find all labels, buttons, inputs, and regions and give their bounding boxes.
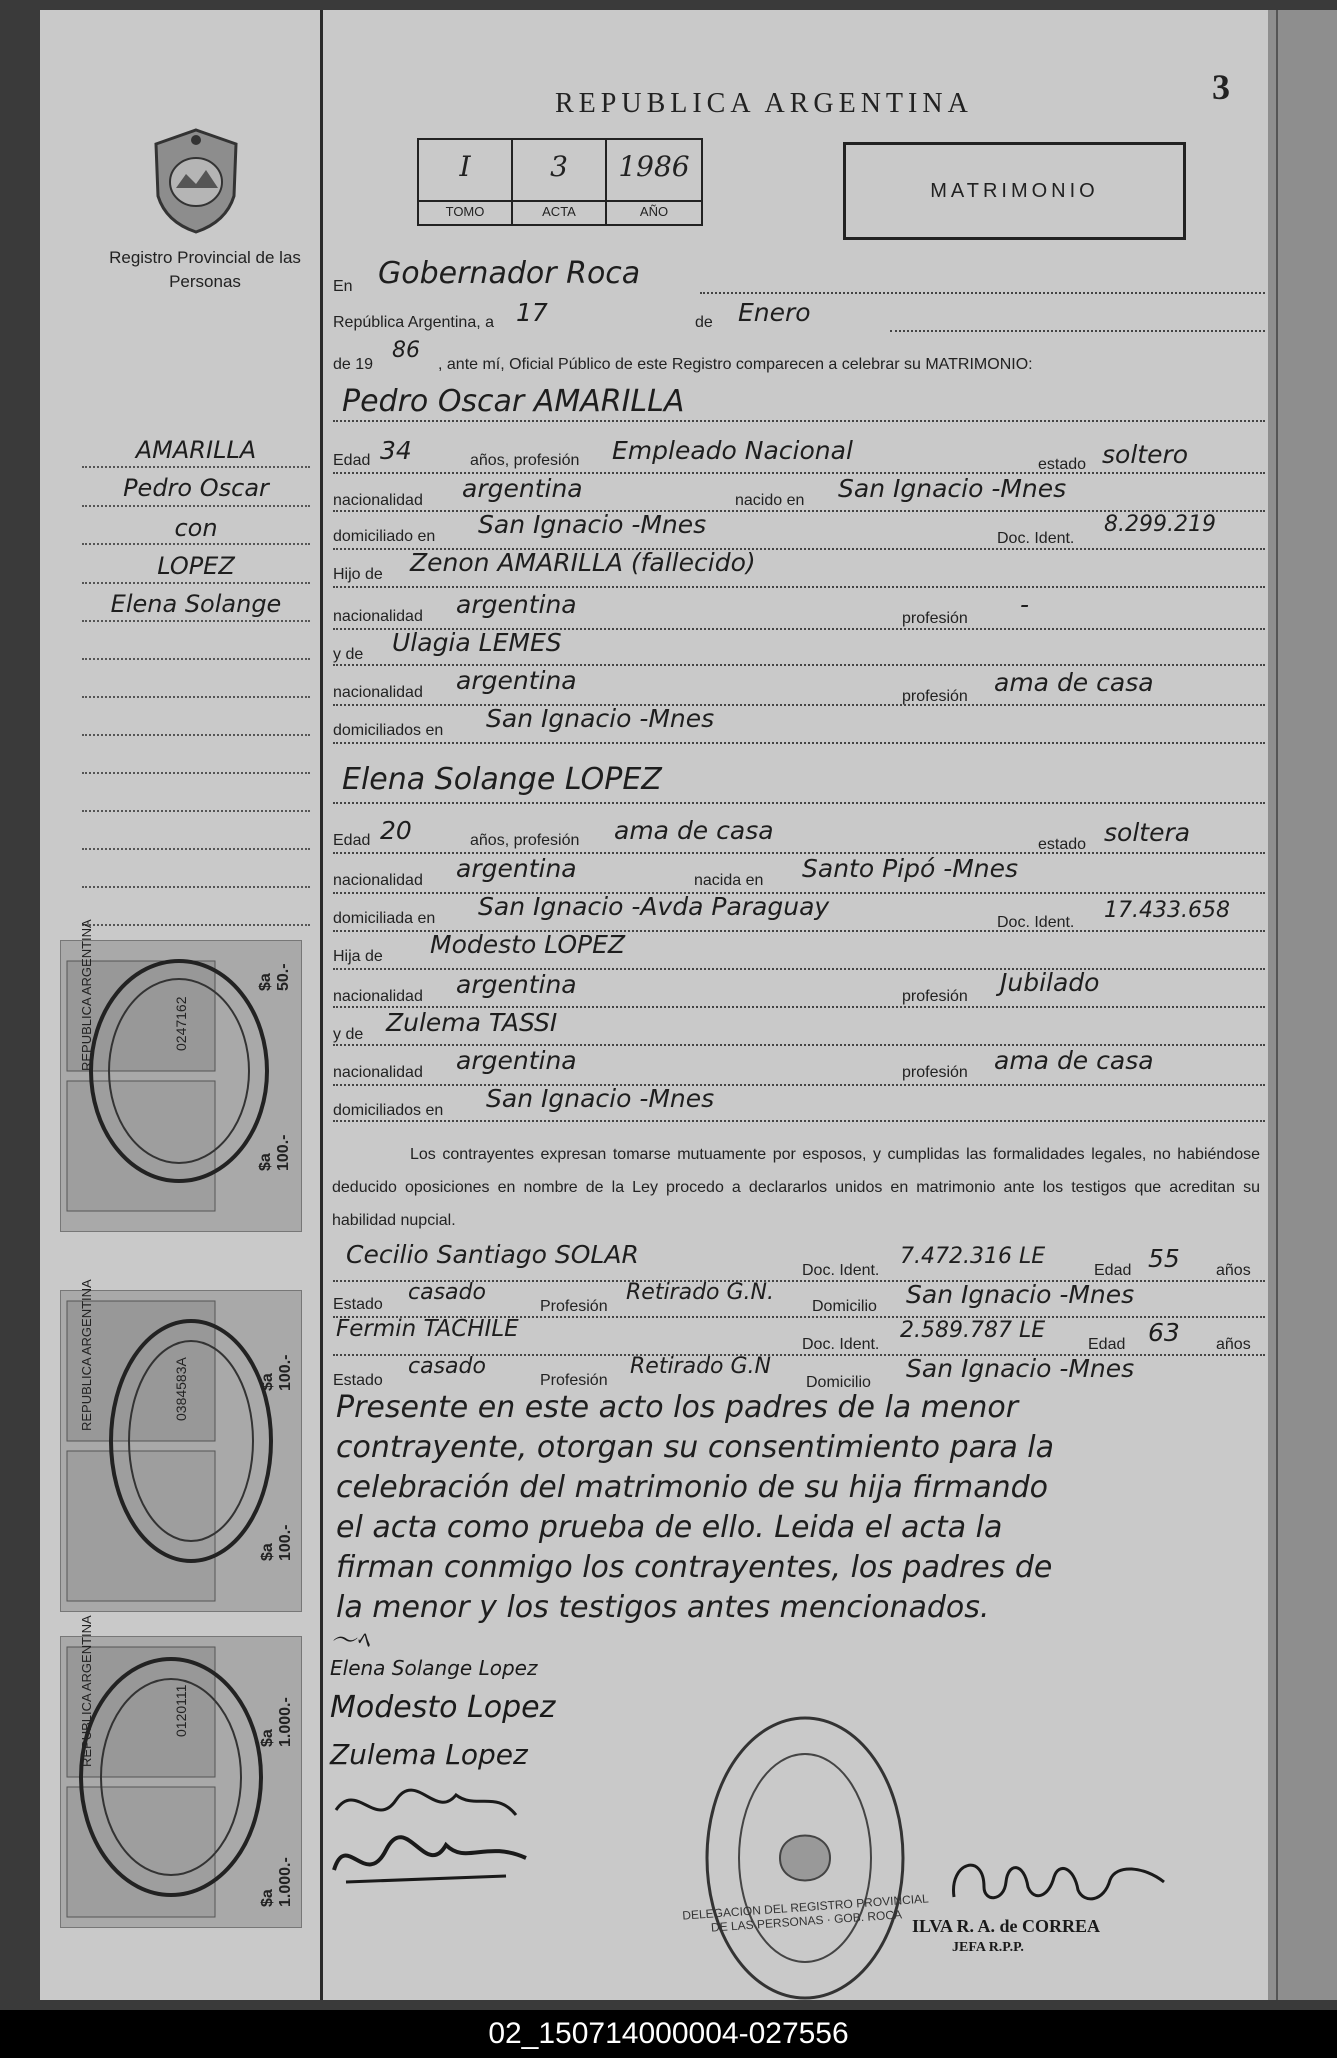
rule xyxy=(333,742,1265,744)
groom-age-label: Edad xyxy=(333,452,371,469)
groom-name: Pedro Oscar AMARILLA xyxy=(342,384,685,419)
narrative-line: el acta como prueba de ello. Leida el acta la xyxy=(336,1510,1003,1545)
stamp-value-2: $a 100.- xyxy=(257,1134,292,1171)
witness-1-doc: 7.472.316 LE xyxy=(900,1244,1046,1269)
stamp-value-6: $a 1.000.- xyxy=(259,1857,294,1907)
signature-mother: Zulema Lopez xyxy=(330,1738,528,1771)
narrative-line: Presente en este acto los padres de la menor xyxy=(336,1390,1019,1425)
groom-profession-label: años, profesión xyxy=(470,452,580,469)
legal-declaration: Los contrayentes expresan tomarse mutuamente por esposos, y cumplidas las formalidades legales, no habiéndose deducido oposiciones en nombre de la Ley procedo a declararlos unidos en matrimonio ante los testigos que acreditan su habilidad nupcial. xyxy=(332,1146,1260,1229)
page-number: 3 xyxy=(1212,67,1230,107)
bride-domicile: San Ignacio -Avda Paraguay xyxy=(478,892,830,921)
bride-status-label: estado xyxy=(1038,836,1087,853)
groom-father-nat-label: nacionalidad xyxy=(333,608,423,625)
narrative-line: la menor y los testigos antes mencionados. xyxy=(336,1590,990,1625)
witness-2-status-label: Estado xyxy=(333,1372,383,1389)
year-prefix: de 19 xyxy=(333,356,374,373)
republic-label: República Argentina, a xyxy=(333,314,494,331)
groom-father-profession: - xyxy=(1020,590,1030,619)
witness-2-prof-label: Profesión xyxy=(540,1372,608,1389)
bride-parents-dom-label: domiciliados en xyxy=(333,1102,444,1119)
bride-status: soltera xyxy=(1104,818,1191,847)
margin-rule xyxy=(320,10,323,2000)
tomo-acta-anio-box xyxy=(417,138,703,226)
witness-2-dom-label: Domicilio xyxy=(806,1374,871,1391)
bride-birthplace: Santo Pipó -Mnes xyxy=(802,854,1019,883)
acta-label: ACTA xyxy=(513,200,605,219)
bride-mother: Zulema TASSI xyxy=(386,1008,558,1037)
groom-parents-domicile: San Ignacio -Mnes xyxy=(486,704,715,733)
witness-1-years-label: años xyxy=(1216,1262,1251,1279)
witness-2-name: Fermin TACHILE xyxy=(336,1316,519,1342)
stamp-country-3: REPUBLICA ARGENTINA xyxy=(79,1615,94,1767)
witness-2-age-label: Edad xyxy=(1088,1336,1126,1353)
anio-label: AÑO xyxy=(607,200,701,219)
tomo-value: I xyxy=(459,150,471,183)
bride-father-profession: Jubilado xyxy=(1000,968,1100,997)
margin-groom-surname: AMARILLA xyxy=(135,436,257,464)
revenue-stamp-block-3 xyxy=(60,1615,302,1928)
officer-statement: , ante mí, Oficial Público de este Registro comparecen a celebrar su MATRIMONIO: xyxy=(438,356,1033,373)
margin-rule xyxy=(82,924,310,926)
groom-doc-label: Doc. Ident. xyxy=(997,530,1075,547)
bride-doc-label: Doc. Ident. xyxy=(997,914,1075,931)
witness-1-prof-label: Profesión xyxy=(540,1298,608,1315)
revenue-stamp-block-2 xyxy=(60,1279,302,1612)
margin-rule xyxy=(82,734,310,736)
witness-1-dom-label: Domicilio xyxy=(812,1298,877,1315)
witness-2-years-label: años xyxy=(1216,1336,1251,1353)
officer-title: JEFA R.P.P. xyxy=(952,1940,1024,1955)
marriage-day: 17 xyxy=(516,298,548,327)
margin-rule xyxy=(82,505,310,507)
binding-edge xyxy=(1268,10,1337,2000)
anio-cell xyxy=(607,140,701,224)
margin-rule xyxy=(82,886,310,888)
stamp-oval-icon xyxy=(61,1291,301,1611)
witness-signatures-icon xyxy=(326,1770,546,1900)
groom-father-prof-label: profesión xyxy=(902,610,968,627)
witness-2-status: casado xyxy=(408,1354,486,1379)
country-heading: REPUBLICA ARGENTINA xyxy=(555,88,973,119)
official-registry-seal-icon xyxy=(700,1708,910,2008)
bride-mother-nationality: argentina xyxy=(456,1046,577,1075)
stamp-country-2: REPUBLICA ARGENTINA xyxy=(79,1279,94,1431)
margin-groom-given: Pedro Oscar xyxy=(123,474,269,502)
witness-1-age-label: Edad xyxy=(1094,1262,1132,1279)
signature-groom: 〜ﾍ xyxy=(330,1626,370,1656)
bride-age-label: Edad xyxy=(333,832,371,849)
narrative-line: celebración del matrimonio de su hija firmando xyxy=(336,1470,1049,1505)
narrative-line: contrayente, otorgan su consentimiento para la xyxy=(336,1430,1054,1465)
bride-nationality-label: nacionalidad xyxy=(333,872,423,889)
stamp-serial-2: 0384583A xyxy=(173,1357,189,1421)
official-seal-text: DELEGACION DEL REGISTRO PROVINCIAL DE LAS PERSONAS · GOB. ROCA xyxy=(681,1891,930,1935)
witness-1-domicile: San Ignacio -Mnes xyxy=(906,1280,1135,1309)
bride-father-prof-label: profesión xyxy=(902,988,968,1005)
groom-nationality-label: nacionalidad xyxy=(333,492,423,509)
groom-age: 34 xyxy=(380,436,412,465)
stamp-serial-1: 0247162 xyxy=(173,996,189,1051)
margin-rule xyxy=(82,810,310,812)
groom-parents-dom-label: domiciliados en xyxy=(333,722,444,739)
officer-name: ILVA R. A. de CORREA xyxy=(912,1916,1101,1936)
rule xyxy=(333,586,1265,588)
margin-con: con xyxy=(174,514,218,542)
witness-2-domicile: San Ignacio -Mnes xyxy=(906,1354,1135,1383)
margin-rule xyxy=(82,696,310,698)
margin-bride-surname: LOPEZ xyxy=(157,552,235,580)
stamp-value-5: $a 1.000.- xyxy=(259,1697,294,1747)
rule xyxy=(333,1084,1265,1086)
anio-value: 1986 xyxy=(618,150,690,183)
bride-name: Elena Solange LOPEZ xyxy=(342,762,662,797)
groom-mother-label: y de xyxy=(333,646,364,663)
bride-mother-profession: ama de casa xyxy=(994,1046,1154,1075)
officer-signature-icon xyxy=(944,1842,1174,1922)
margin-rule xyxy=(82,848,310,850)
bride-age: 20 xyxy=(380,816,412,845)
groom-mother-nationality: argentina xyxy=(456,666,577,695)
bride-father-label: Hija de xyxy=(333,948,383,965)
tomo-cell xyxy=(419,140,513,224)
en-label: En xyxy=(333,278,353,295)
witness-1-profession: Retirado G.N. xyxy=(626,1280,774,1305)
stamp-value-4: $a 100.- xyxy=(259,1524,294,1561)
acta-cell xyxy=(513,140,607,224)
bride-parents-domicile: San Ignacio -Mnes xyxy=(486,1084,715,1113)
marriage-place: Gobernador Roca xyxy=(378,256,641,291)
binding-line xyxy=(1276,10,1278,2000)
bride-mother-prof-label: profesión xyxy=(902,1064,968,1081)
witness-2-doc: 2.589.787 LE xyxy=(900,1318,1046,1343)
witness-1-doc-label: Doc. Ident. xyxy=(802,1262,880,1279)
groom-father: Zenon AMARILLA (fallecido) xyxy=(410,548,756,577)
groom-domicile-label: domiciliado en xyxy=(333,528,436,545)
marriage-month: Enero xyxy=(738,298,811,327)
bride-father-nat-label: nacionalidad xyxy=(333,988,423,1005)
groom-father-nationality: argentina xyxy=(456,590,577,619)
groom-domicile: San Ignacio -Mnes xyxy=(478,510,707,539)
rule xyxy=(700,292,1265,294)
document-type-box: MATRIMONIO xyxy=(843,142,1186,240)
bride-born-label: nacida en xyxy=(694,872,764,889)
witness-2-profession: Retirado G.N xyxy=(630,1354,772,1379)
tomo-label: TOMO xyxy=(419,200,511,219)
margin-rule xyxy=(82,466,310,468)
groom-doc: 8.299.219 xyxy=(1104,512,1216,537)
acta-value: 3 xyxy=(550,150,568,183)
margin-rule xyxy=(82,582,310,584)
bride-domicile-label: domiciliada en xyxy=(333,910,436,927)
groom-mother-nat-label: nacionalidad xyxy=(333,684,423,701)
bride-father-nationality: argentina xyxy=(456,970,577,999)
witness-1-status-label: Estado xyxy=(333,1296,383,1313)
groom-mother-profession: ama de casa xyxy=(994,668,1154,697)
witness-2-doc-label: Doc. Ident. xyxy=(802,1336,880,1353)
rule xyxy=(890,330,1265,332)
rule xyxy=(333,1120,1265,1122)
provincial-seal-icon xyxy=(146,126,246,236)
margin-bride-given: Elena Solange xyxy=(110,590,282,618)
stamp-value-3: $a 100.- xyxy=(259,1354,294,1391)
groom-birthplace: San Ignacio -Mnes xyxy=(838,474,1067,503)
stamp-serial-3: 0120111 xyxy=(173,1684,189,1737)
bride-doc: 17.433.658 xyxy=(1104,898,1230,923)
groom-born-label: nacido en xyxy=(735,492,805,509)
bride-profession: ama de casa xyxy=(614,816,774,845)
groom-nationality: argentina xyxy=(462,474,583,503)
stamp-country-1: REPUBLICA ARGENTINA xyxy=(79,919,94,1071)
rule xyxy=(333,704,1265,706)
margin-rule xyxy=(82,658,310,660)
witness-1-name: Cecilio Santiago SOLAR xyxy=(346,1240,639,1269)
stamp-value-1: $a 50.- xyxy=(257,963,292,991)
witness-1-age: 55 xyxy=(1148,1244,1180,1273)
narrative-line: firman conmigo los contrayentes, los padres de xyxy=(336,1550,1053,1585)
groom-status: soltero xyxy=(1102,440,1189,469)
bride-profession-label: años, profesión xyxy=(470,832,580,849)
groom-status-label: estado xyxy=(1038,456,1087,473)
scan-identifier: 02_150714000004-027556 xyxy=(0,2010,1337,2058)
de-label: de xyxy=(695,314,713,331)
bride-nationality: argentina xyxy=(456,854,577,883)
groom-father-label: Hijo de xyxy=(333,566,383,583)
margin-rule xyxy=(82,772,310,774)
bride-father: Modesto LOPEZ xyxy=(430,930,626,959)
rule xyxy=(333,802,1265,804)
margin-rule xyxy=(82,543,310,545)
bride-mother-nat-label: nacionalidad xyxy=(333,1064,423,1081)
witness-1-status: casado xyxy=(408,1280,486,1305)
bride-mother-label: y de xyxy=(333,1026,364,1043)
groom-mother-prof-label: profesión xyxy=(902,688,968,705)
margin-rule xyxy=(82,620,310,622)
witness-2-age: 63 xyxy=(1148,1318,1180,1347)
groom-mother: Ulagia LEMES xyxy=(392,628,562,657)
year-suffix: 86 xyxy=(392,338,420,363)
registry-office-name: Registro Provincial de las Personas xyxy=(109,248,301,291)
groom-profession: Empleado Nacional xyxy=(612,436,853,465)
rule xyxy=(333,420,1265,422)
revenue-stamp-block-1 xyxy=(60,919,302,1232)
signature-bride: Elena Solange Lopez xyxy=(330,1656,538,1680)
signature-father: Modesto Lopez xyxy=(330,1690,556,1725)
